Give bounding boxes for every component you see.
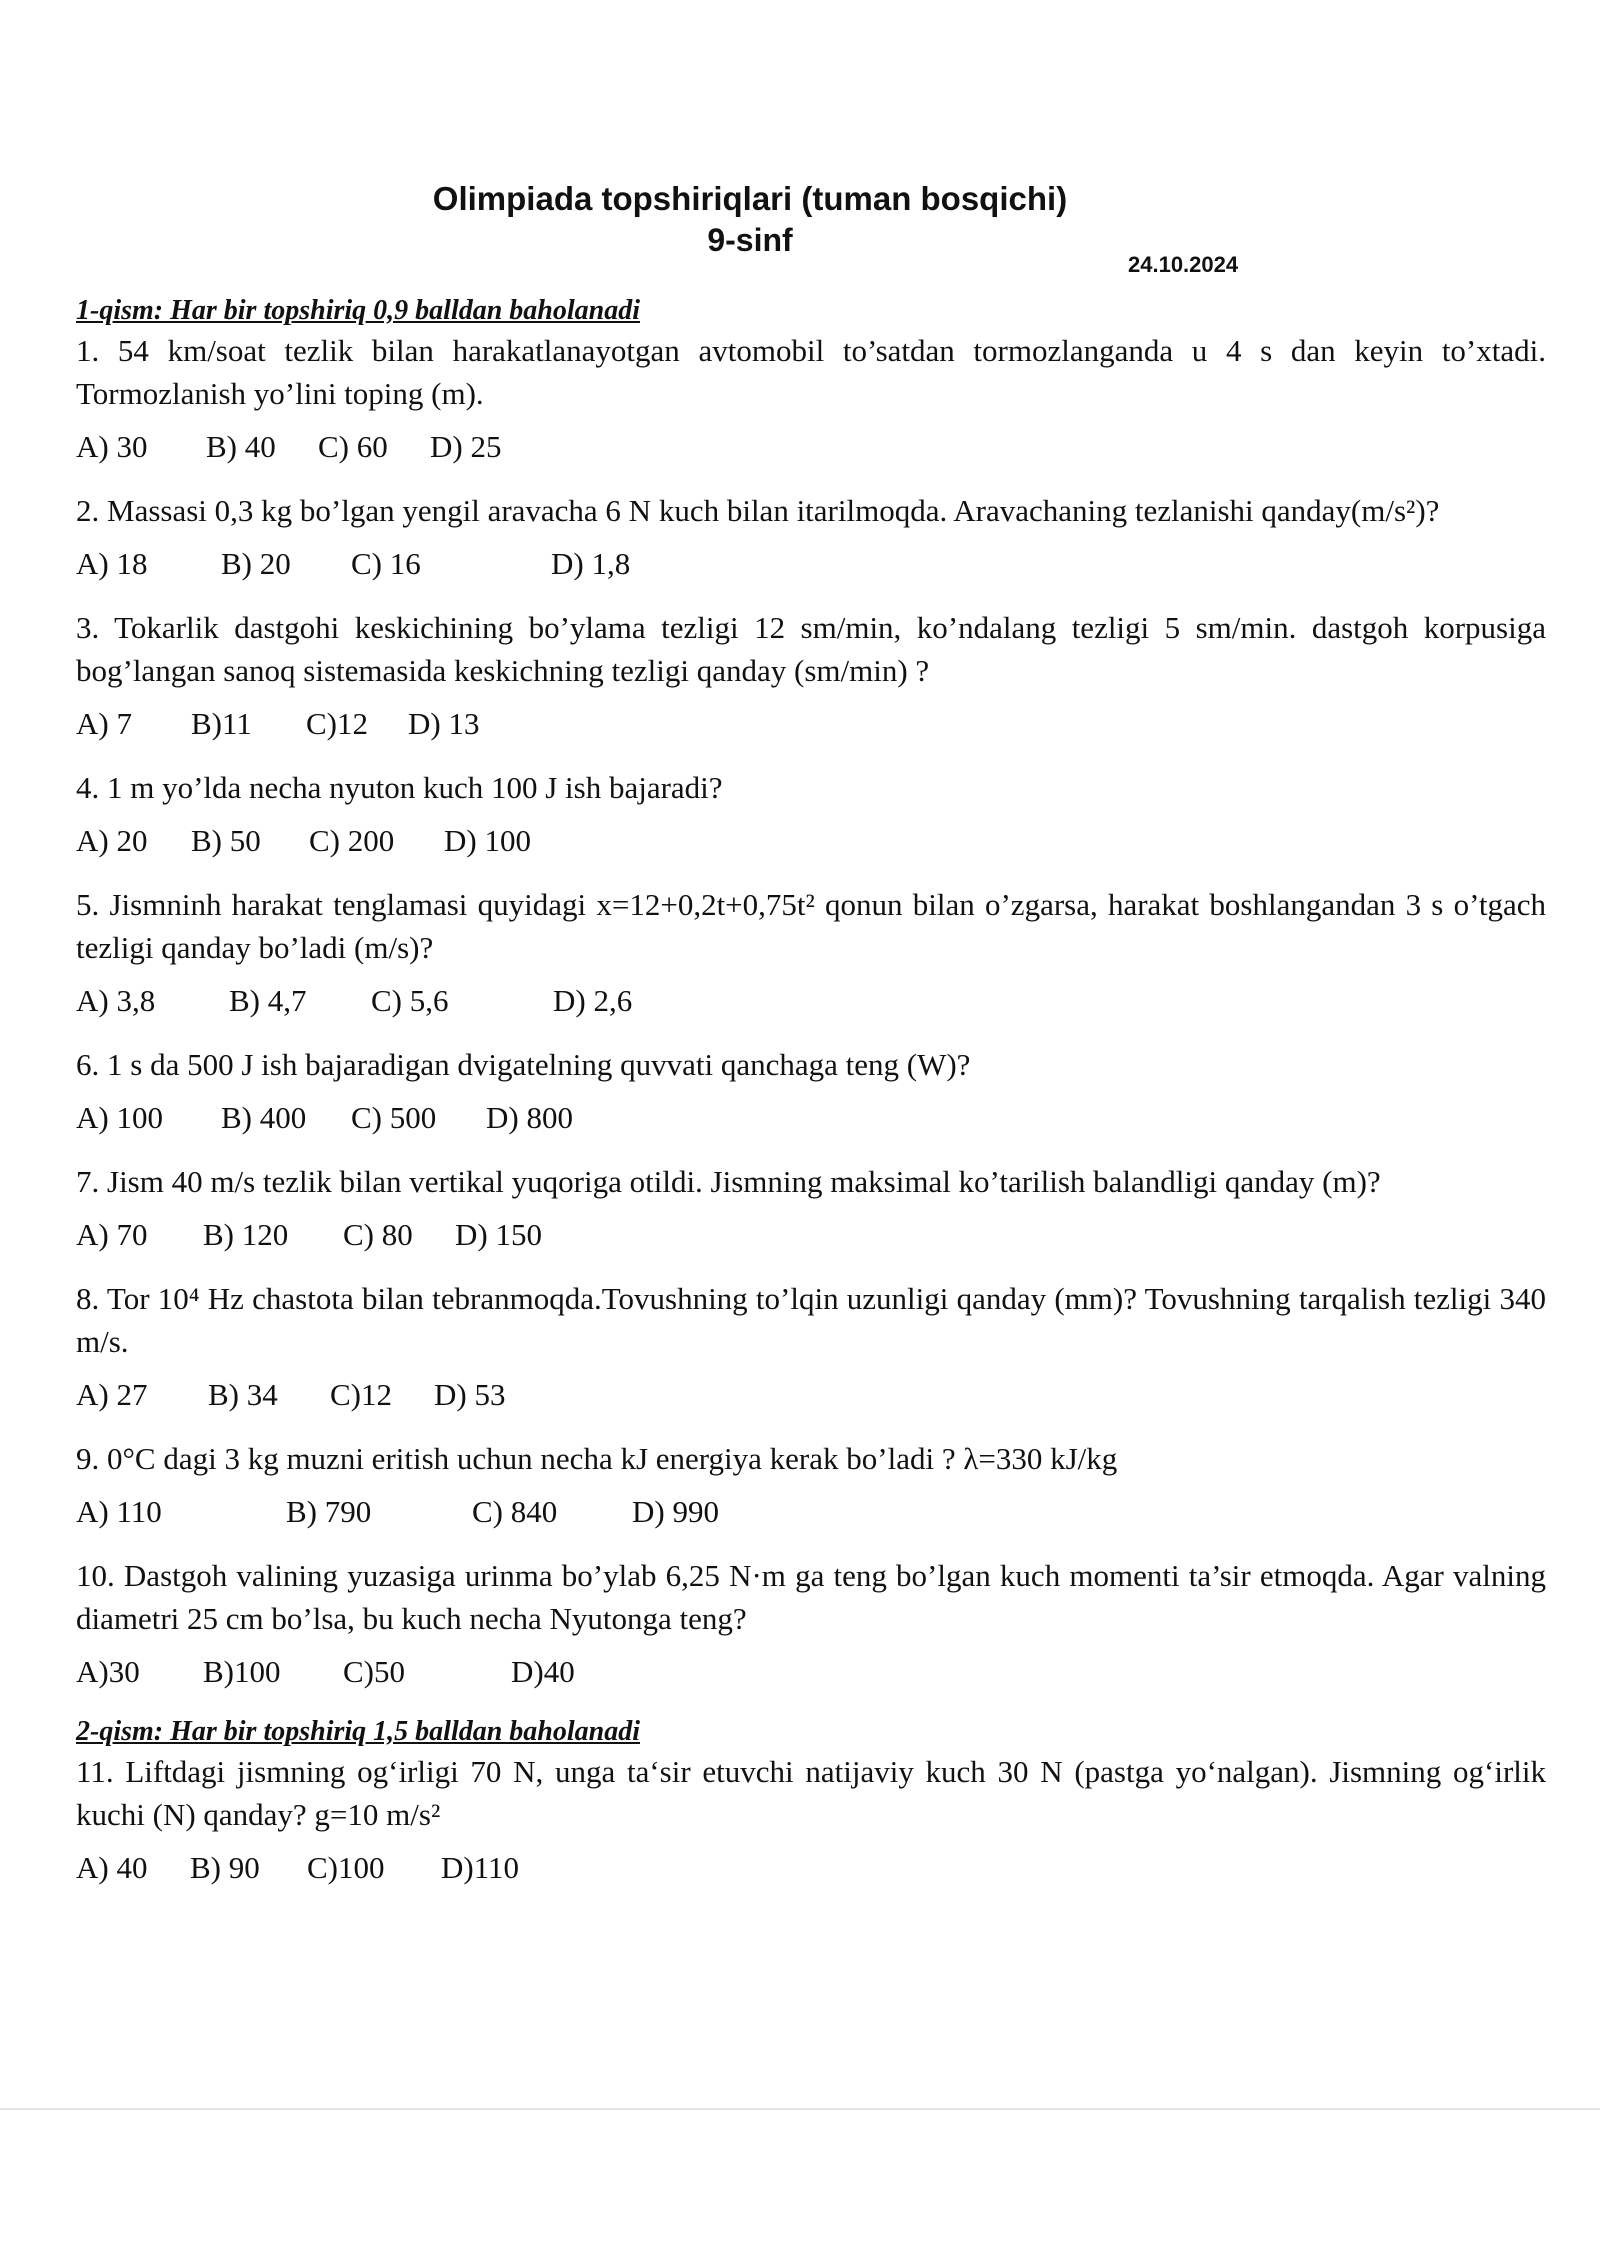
- answer-option: D) 53: [434, 1377, 506, 1412]
- answer-option: D) 100: [444, 823, 531, 858]
- question-text: 10. Dastgoh valining yuzasiga urinma bo’ylab 6,25 N·m ga teng bo’lgan kuch momenti ta’sir etmoqda. Agar valning diametri 25 cm bo’lsa, bu kuch necha Nyutonga teng?: [76, 1558, 1546, 1636]
- page-divider: [0, 2108, 1600, 2110]
- answer-option: C) 200: [309, 823, 395, 858]
- answer-option: A) 20: [76, 823, 148, 858]
- answer-option: A) 18: [76, 546, 148, 581]
- answer-option: C) 16: [351, 546, 421, 581]
- document-title: Olimpiada topshiriqlari (tuman bosqichi): [432, 180, 1068, 217]
- document-content: [76, 293, 1546, 1910]
- question-text: 8. Tor 10⁴ Hz chastota bilan tebranmoqda.Tovushning to’lqin uzunligi qanday (mm)? Tovushning tarqalish tezligi 340 m/s.: [76, 1281, 1546, 1359]
- answer-option: A) 100: [76, 1100, 163, 1135]
- answer-option: B) 40: [206, 429, 276, 464]
- answer-options: [76, 981, 1546, 1021]
- answer-option: B) 34: [208, 1377, 278, 1412]
- document-date: 24.10.2024: [1128, 252, 1239, 277]
- answer-options: [76, 1098, 1546, 1138]
- answer-option: C) 840: [472, 1494, 558, 1529]
- answer-option: A) 70: [76, 1217, 148, 1252]
- answer-options: [76, 544, 1546, 584]
- answer-option: C)100: [307, 1850, 385, 1885]
- answer-option: D) 13: [408, 706, 480, 741]
- answer-options: [76, 1848, 1546, 1888]
- answer-option: D) 800: [486, 1100, 573, 1135]
- answer-option: D) 150: [455, 1217, 542, 1252]
- answer-option: C) 80: [343, 1217, 413, 1252]
- answer-options: [76, 1215, 1546, 1255]
- answer-option: B) 4,7: [229, 983, 307, 1018]
- question-text: 1. 54 km/soat tezlik bilan harakatlanayotgan avtomobil to’satdan tormozlanganda u 4 s dan keyin to’xtadi. Tormozlanish yo’lini toping (m).: [76, 333, 1546, 411]
- answer-option: A) 30: [76, 429, 148, 464]
- question-text: 6. 1 s da 500 J ish bajaradigan dvigatelning quvvati qanchaga teng (W)?: [76, 1047, 971, 1082]
- answer-option: B) 20: [221, 546, 291, 581]
- answer-option: A)30: [76, 1654, 140, 1689]
- section-heading: 2-qism: Har bir topshiriq 1,5 balldan baholanadi: [76, 1716, 640, 1747]
- question-text: 3. Tokarlik dastgohi keskichining bo’ylama tezligi 12 sm/min, ko’ndalang tezligi 5 sm/min. dastgoh korpusiga bog’langan sanoq sistemasida keskichning tezligi qanday (sm/min) ?: [76, 610, 1546, 688]
- answer-option: C) 5,6: [371, 983, 449, 1018]
- answer-option: A) 3,8: [76, 983, 156, 1018]
- answer-option: C) 500: [351, 1100, 437, 1135]
- answer-option: D)110: [441, 1850, 520, 1885]
- answer-option: A) 40: [76, 1850, 148, 1885]
- answer-option: D) 990: [632, 1494, 719, 1529]
- answer-option: C)12: [330, 1377, 392, 1412]
- answer-option: B) 120: [203, 1217, 289, 1252]
- answer-option: D) 2,6: [553, 983, 633, 1018]
- question-text: 5. Jismninh harakat tenglamasi quyidagi x=12+0,2t+0,75t² qonun bilan o’zgarsa, harakat boshlangandan 3 s o’tgach tezligi qanday bo’ladi (m/s)?: [76, 887, 1546, 965]
- answer-options: [76, 1375, 1546, 1415]
- answer-option: A) 7: [76, 706, 132, 741]
- answer-options: [76, 1492, 1546, 1532]
- answer-option: C)50: [343, 1654, 405, 1689]
- answer-option: B)100: [203, 1654, 281, 1689]
- answer-option: A) 27: [76, 1377, 148, 1412]
- answer-option: B) 90: [190, 1850, 260, 1885]
- section-heading: 1-qism: Har bir topshiriq 0,9 balldan baholanadi: [76, 295, 640, 326]
- question-text: 9. 0°C dagi 3 kg muzni eritish uchun necha kJ energiya kerak bo’ladi ? λ=330 kJ/kg: [76, 1441, 1118, 1476]
- grade-label: 9-sinf: [707, 222, 793, 258]
- answer-options: [76, 427, 1546, 467]
- answer-option: C) 60: [318, 429, 388, 464]
- answer-option: B) 400: [221, 1100, 307, 1135]
- answer-option: B)11: [191, 706, 252, 741]
- question-text: 2. Massasi 0,3 kg bo’lgan yengil aravacha 6 N kuch bilan itarilmoqda. Aravachaning tezlanishi qanday(m/s²)?: [76, 493, 1440, 528]
- question-text: 11. Liftdagi jismning og‘irligi 70 N, unga ta‘sir etuvchi natijaviy kuch 30 N (pastga yo‘nalgan). Jismning og‘irlik kuchi (N) qanday? g=10 m/s²: [76, 1754, 1546, 1832]
- question-text: 7. Jism 40 m/s tezlik bilan vertikal yuqoriga otildi. Jismning maksimal ko’tarilish balandligi qanday (m)?: [76, 1164, 1381, 1199]
- answer-option: A) 110: [76, 1494, 162, 1529]
- answer-option: B) 50: [191, 823, 261, 858]
- answer-options: [76, 704, 1546, 744]
- answer-option: D) 1,8: [551, 546, 631, 581]
- answer-option: D) 25: [430, 429, 502, 464]
- answer-option: D)40: [511, 1654, 575, 1689]
- question-text: 4. 1 m yo’lda necha nyuton kuch 100 J ish bajaradi?: [76, 770, 723, 805]
- answer-options: [76, 821, 1546, 861]
- answer-options: [76, 1652, 1546, 1692]
- answer-option: B) 790: [286, 1494, 372, 1529]
- answer-option: C)12: [306, 706, 368, 741]
